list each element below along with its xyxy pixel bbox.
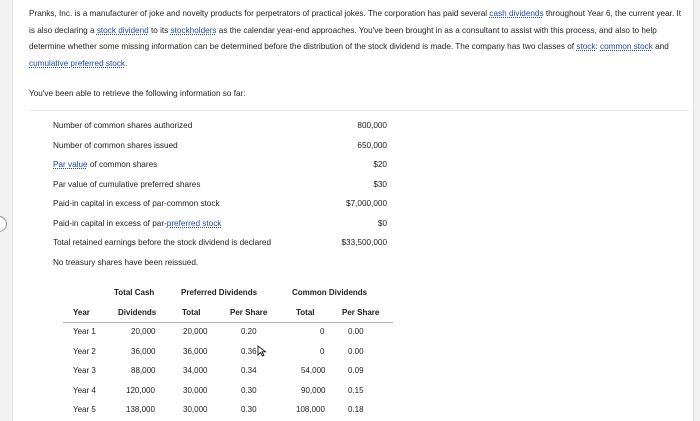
cell-pref-total: 36,000 bbox=[183, 346, 208, 356]
cell-pref-total: 30,000 bbox=[183, 385, 208, 395]
info-value: $30 bbox=[373, 179, 387, 189]
cell-year: Year 2 bbox=[73, 346, 96, 356]
info-value: 650,000 bbox=[357, 140, 387, 150]
cell-cash: 120,000 bbox=[126, 385, 155, 395]
cell-common-total: 0 bbox=[320, 346, 325, 356]
cell-cash: 20,000 bbox=[131, 327, 156, 336]
info-label: Number of common shares issued bbox=[53, 140, 178, 150]
paragraph-text-7: . bbox=[125, 58, 128, 68]
stockholders-link[interactable]: stockholders bbox=[170, 25, 217, 35]
info-label: Paid-in capital in excess of par-common stock bbox=[53, 199, 220, 208]
cell-cash: 88,000 bbox=[131, 366, 156, 375]
cell-pref-total: 30,000 bbox=[183, 405, 208, 414]
cell-pref-per-share: 0.20 bbox=[241, 327, 257, 336]
cell-common-per-share: 0.18 bbox=[348, 405, 364, 414]
cell-common-per-share: 0.00 bbox=[348, 346, 364, 356]
cumulative-preferred-stock-link[interactable]: cumulative preferred stock bbox=[29, 58, 126, 68]
column-header-pref-total: Total bbox=[182, 307, 201, 317]
column-header-common-per-share: Per Share bbox=[342, 307, 380, 317]
common-stock-link[interactable]: common stock bbox=[600, 42, 653, 51]
info-row-treasury-note bbox=[53, 253, 387, 273]
cell-common-per-share: 0.09 bbox=[348, 366, 364, 375]
mouse-pointer-icon bbox=[257, 345, 267, 357]
cell-pref-per-share: 0.30 bbox=[241, 385, 257, 395]
info-label bbox=[53, 155, 157, 175]
info-row-pic-common bbox=[53, 194, 387, 214]
paragraph-text-6: and bbox=[652, 42, 669, 51]
paragraph-text-2: throughout Year 6, the current year. It is also declaring a bbox=[29, 9, 682, 35]
cash-dividends-link[interactable]: cash dividends bbox=[489, 9, 544, 18]
info-label: No treasury shares have been reissued. bbox=[53, 257, 199, 267]
info-label-prefix: Paid-in capital in excess of par- bbox=[53, 218, 167, 228]
paragraph-text-3: to its bbox=[148, 25, 171, 35]
stock-link[interactable]: stock bbox=[576, 42, 596, 51]
column-header-common-total: Total bbox=[296, 307, 315, 317]
company-info-list bbox=[53, 116, 387, 272]
column-header-year: Year bbox=[73, 307, 90, 317]
column-header-dividends: Dividends bbox=[118, 307, 157, 317]
cell-pref-per-share: 0.36 bbox=[241, 346, 257, 356]
info-label-rest: of common shares bbox=[87, 160, 158, 169]
cell-pref-per-share: 0.34 bbox=[241, 366, 257, 375]
column-group-total-cash: Total Cash bbox=[114, 288, 155, 297]
cell-common-total: 0 bbox=[320, 327, 325, 336]
problem-content bbox=[12, 0, 694, 421]
column-group-preferred: Preferred Dividends bbox=[181, 288, 258, 297]
info-label: Number of common shares authorized bbox=[53, 121, 193, 130]
cell-year: Year 1 bbox=[73, 327, 96, 336]
info-value: $7,000,000 bbox=[346, 199, 387, 208]
cell-year: Year 4 bbox=[73, 385, 96, 395]
info-value: $20 bbox=[373, 160, 387, 169]
info-value: 800,000 bbox=[357, 121, 387, 130]
cell-cash: 36,000 bbox=[131, 346, 156, 356]
par-value-link[interactable]: Par value bbox=[53, 160, 88, 169]
retrieved-intro: You've been able to retrieve the following information so far: bbox=[29, 89, 246, 98]
cell-year: Year 5 bbox=[73, 405, 96, 414]
info-row-shares-issued bbox=[53, 136, 387, 156]
info-label: Par value of cumulative preferred shares bbox=[53, 179, 201, 189]
cell-pref-total: 34,000 bbox=[183, 366, 208, 375]
cell-common-total: 54,000 bbox=[301, 366, 326, 375]
paragraph-text-5: : bbox=[595, 42, 601, 51]
cell-common-total: 90,000 bbox=[301, 385, 326, 395]
info-value: $0 bbox=[377, 218, 387, 228]
column-group-common: Common Dividends bbox=[292, 288, 368, 297]
info-row-retained-earnings bbox=[53, 233, 387, 253]
header-divider bbox=[63, 322, 393, 323]
paragraph-text-1: Pranks, Inc. is a manufacturer of joke and novelty products for perpetrators of practical jokes. The corporation has paid several bbox=[29, 9, 490, 18]
cell-pref-per-share: 0.30 bbox=[241, 405, 257, 414]
problem-paragraph bbox=[29, 6, 689, 72]
cell-year: Year 3 bbox=[73, 366, 96, 375]
info-row-par-common bbox=[53, 155, 387, 175]
cell-common-per-share: 0.00 bbox=[348, 327, 364, 336]
stock-dividend-link[interactable]: stock dividend bbox=[96, 25, 149, 35]
paragraph-text-4: as the calendar year-end approaches. You've been brought in as a consultant to assist with this process, and also to help determine whether some missing information can be determined before the distribution of the stock dividend is made. The company has two classes of bbox=[29, 25, 657, 51]
cell-common-total: 108,000 bbox=[296, 405, 325, 414]
cell-pref-total: 20,000 bbox=[183, 327, 208, 336]
column-header-pref-per-share: Per Share bbox=[230, 307, 268, 317]
cell-common-per-share: 0.15 bbox=[348, 385, 364, 395]
info-value: $33,500,000 bbox=[341, 238, 387, 247]
info-row-shares-authorized bbox=[53, 116, 387, 136]
radio-button[interactable] bbox=[0, 216, 7, 232]
info-row-pic-preferred bbox=[53, 214, 387, 234]
info-row-par-preferred bbox=[53, 175, 387, 195]
preferred-stock-link[interactable]: preferred stock bbox=[166, 218, 222, 228]
info-label bbox=[53, 214, 221, 234]
cell-cash: 138,000 bbox=[126, 405, 155, 414]
info-label: Total retained earnings before the stock dividend is declared bbox=[53, 238, 272, 247]
divider bbox=[29, 110, 689, 111]
